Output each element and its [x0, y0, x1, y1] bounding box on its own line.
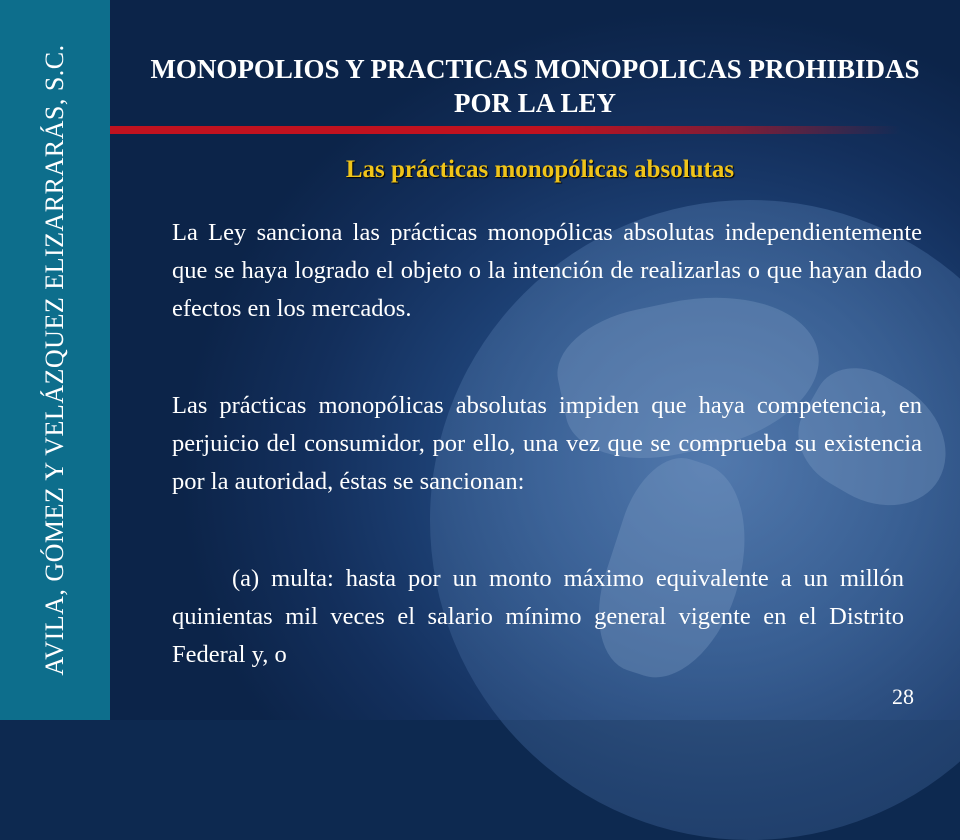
slide-title: MONOPOLIOS Y PRACTICAS MONOPOLICAS PROHIBIDAS POR LA LEY	[150, 54, 920, 118]
paragraph-2: Las prácticas monopólicas absolutas impiden que haya competencia, en perjuicio del consumidor, por ello, una vez que se comprueba su existencia por la autoridad, éstas se sancionan:	[172, 392, 922, 495]
page-number: 28	[892, 684, 914, 709]
title-divider	[110, 126, 900, 134]
slide-subtitle: Las prácticas monopólicas absolutas	[345, 156, 735, 183]
sidebar	[0, 0, 110, 720]
paragraph-1: La Ley sanciona las prácticas monopólicas absolutas independientemente que se haya logrado el objeto o la intención de realizarlas o que hayan dado efectos en los mercados.	[172, 219, 922, 322]
firm-name: AVILA, GÓMEZ Y VELÁZQUEZ ELIZARRARÁS, S.C.	[40, 44, 69, 676]
paragraph-3: (a) multa: hasta por un monto máximo equivalente a un millón quinientas mil veces el salario mínimo general vigente en el Distrito Federal y, o	[172, 565, 904, 668]
